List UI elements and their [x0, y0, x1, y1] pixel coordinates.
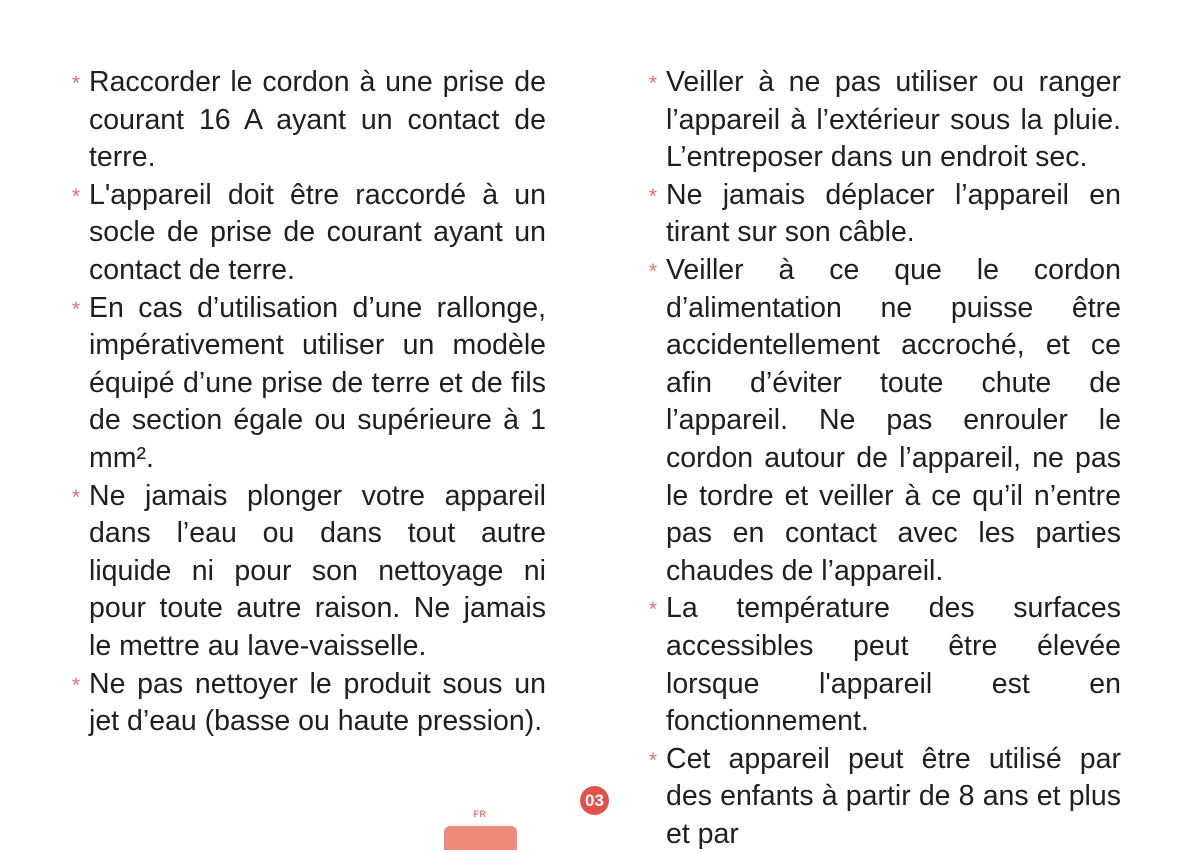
asterisk-bullet-icon: *: [71, 297, 81, 321]
asterisk-bullet-icon: *: [71, 485, 81, 509]
left-column: [66, 64, 546, 741]
asterisk-bullet-icon: *: [71, 184, 81, 208]
list-item-text: Cet appareil peut être utilisé par des enfants à partir de 8 ans et plus et par: [666, 742, 1121, 850]
list-item: [643, 177, 1121, 252]
list-item: [66, 64, 546, 177]
list-item: [66, 478, 546, 666]
list-item-text: Ne jamais déplacer l’appareil en tirant sur son câble.: [666, 178, 1121, 249]
asterisk-bullet-icon: *: [648, 72, 658, 95]
list-item-text: Raccorder le cordon à une prise de courant 16 A ayant un contact de terre.: [89, 66, 546, 174]
right-column: [643, 64, 1121, 853]
list-item: [643, 252, 1121, 590]
list-item-text: Veiller à ce que le cordon d’alimentation ne puisse être accidentellement accroché, et ce afin d’éviter toute chute de l’appareil. Ne pas enrouler le cordon autour de l’appareil, ne pas le tordre et veiller à ce qu’il n’entre pas en contact avec les parties chaudes de l’appareil.: [666, 253, 1121, 587]
list-item-text: Veiller à ne pas utiliser ou ranger l’appareil à l’extérieur sous la pluie. L’entreposer dans un endroit sec.: [666, 66, 1121, 174]
list-item: [643, 741, 1121, 853]
language-tab: [444, 826, 517, 850]
asterisk-bullet-icon: *: [648, 259, 658, 283]
list-item: [66, 177, 546, 290]
list-item-text: Ne pas nettoyer le produit sous un jet d’eau (basse ou haute pression).: [89, 667, 546, 738]
asterisk-bullet-icon: *: [71, 673, 81, 697]
page-number-badge: 03: [580, 786, 609, 815]
list-item: [66, 666, 546, 741]
list-item-text: Ne jamais plonger votre appareil dans l’eau ou dans tout autre liquide ni pour son nettoyage ni pour toute autre raison. Ne jamais le mettre au lave-vaisselle.: [89, 479, 546, 662]
list-item-text: La température des surfaces accessibles peut être élevée lorsque l'appareil est en fonctionnement.: [666, 592, 1121, 738]
list-item-text: L'appareil doit être raccordé à un socle de prise de courant ayant un contact de terre.: [89, 178, 546, 286]
list-item: [643, 590, 1121, 740]
asterisk-bullet-icon: *: [71, 72, 81, 95]
asterisk-bullet-icon: *: [648, 184, 658, 208]
asterisk-bullet-icon: *: [648, 598, 658, 622]
language-label: FR: [473, 809, 487, 819]
asterisk-bullet-icon: *: [648, 748, 658, 772]
list-item: [66, 290, 546, 478]
list-item: [643, 64, 1121, 177]
list-item-text: En cas d’utilisation d’une rallonge, impérativement utiliser un modèle équipé d’une prise de terre et de fils de section égale ou supérieure à 1 mm².: [89, 291, 546, 474]
